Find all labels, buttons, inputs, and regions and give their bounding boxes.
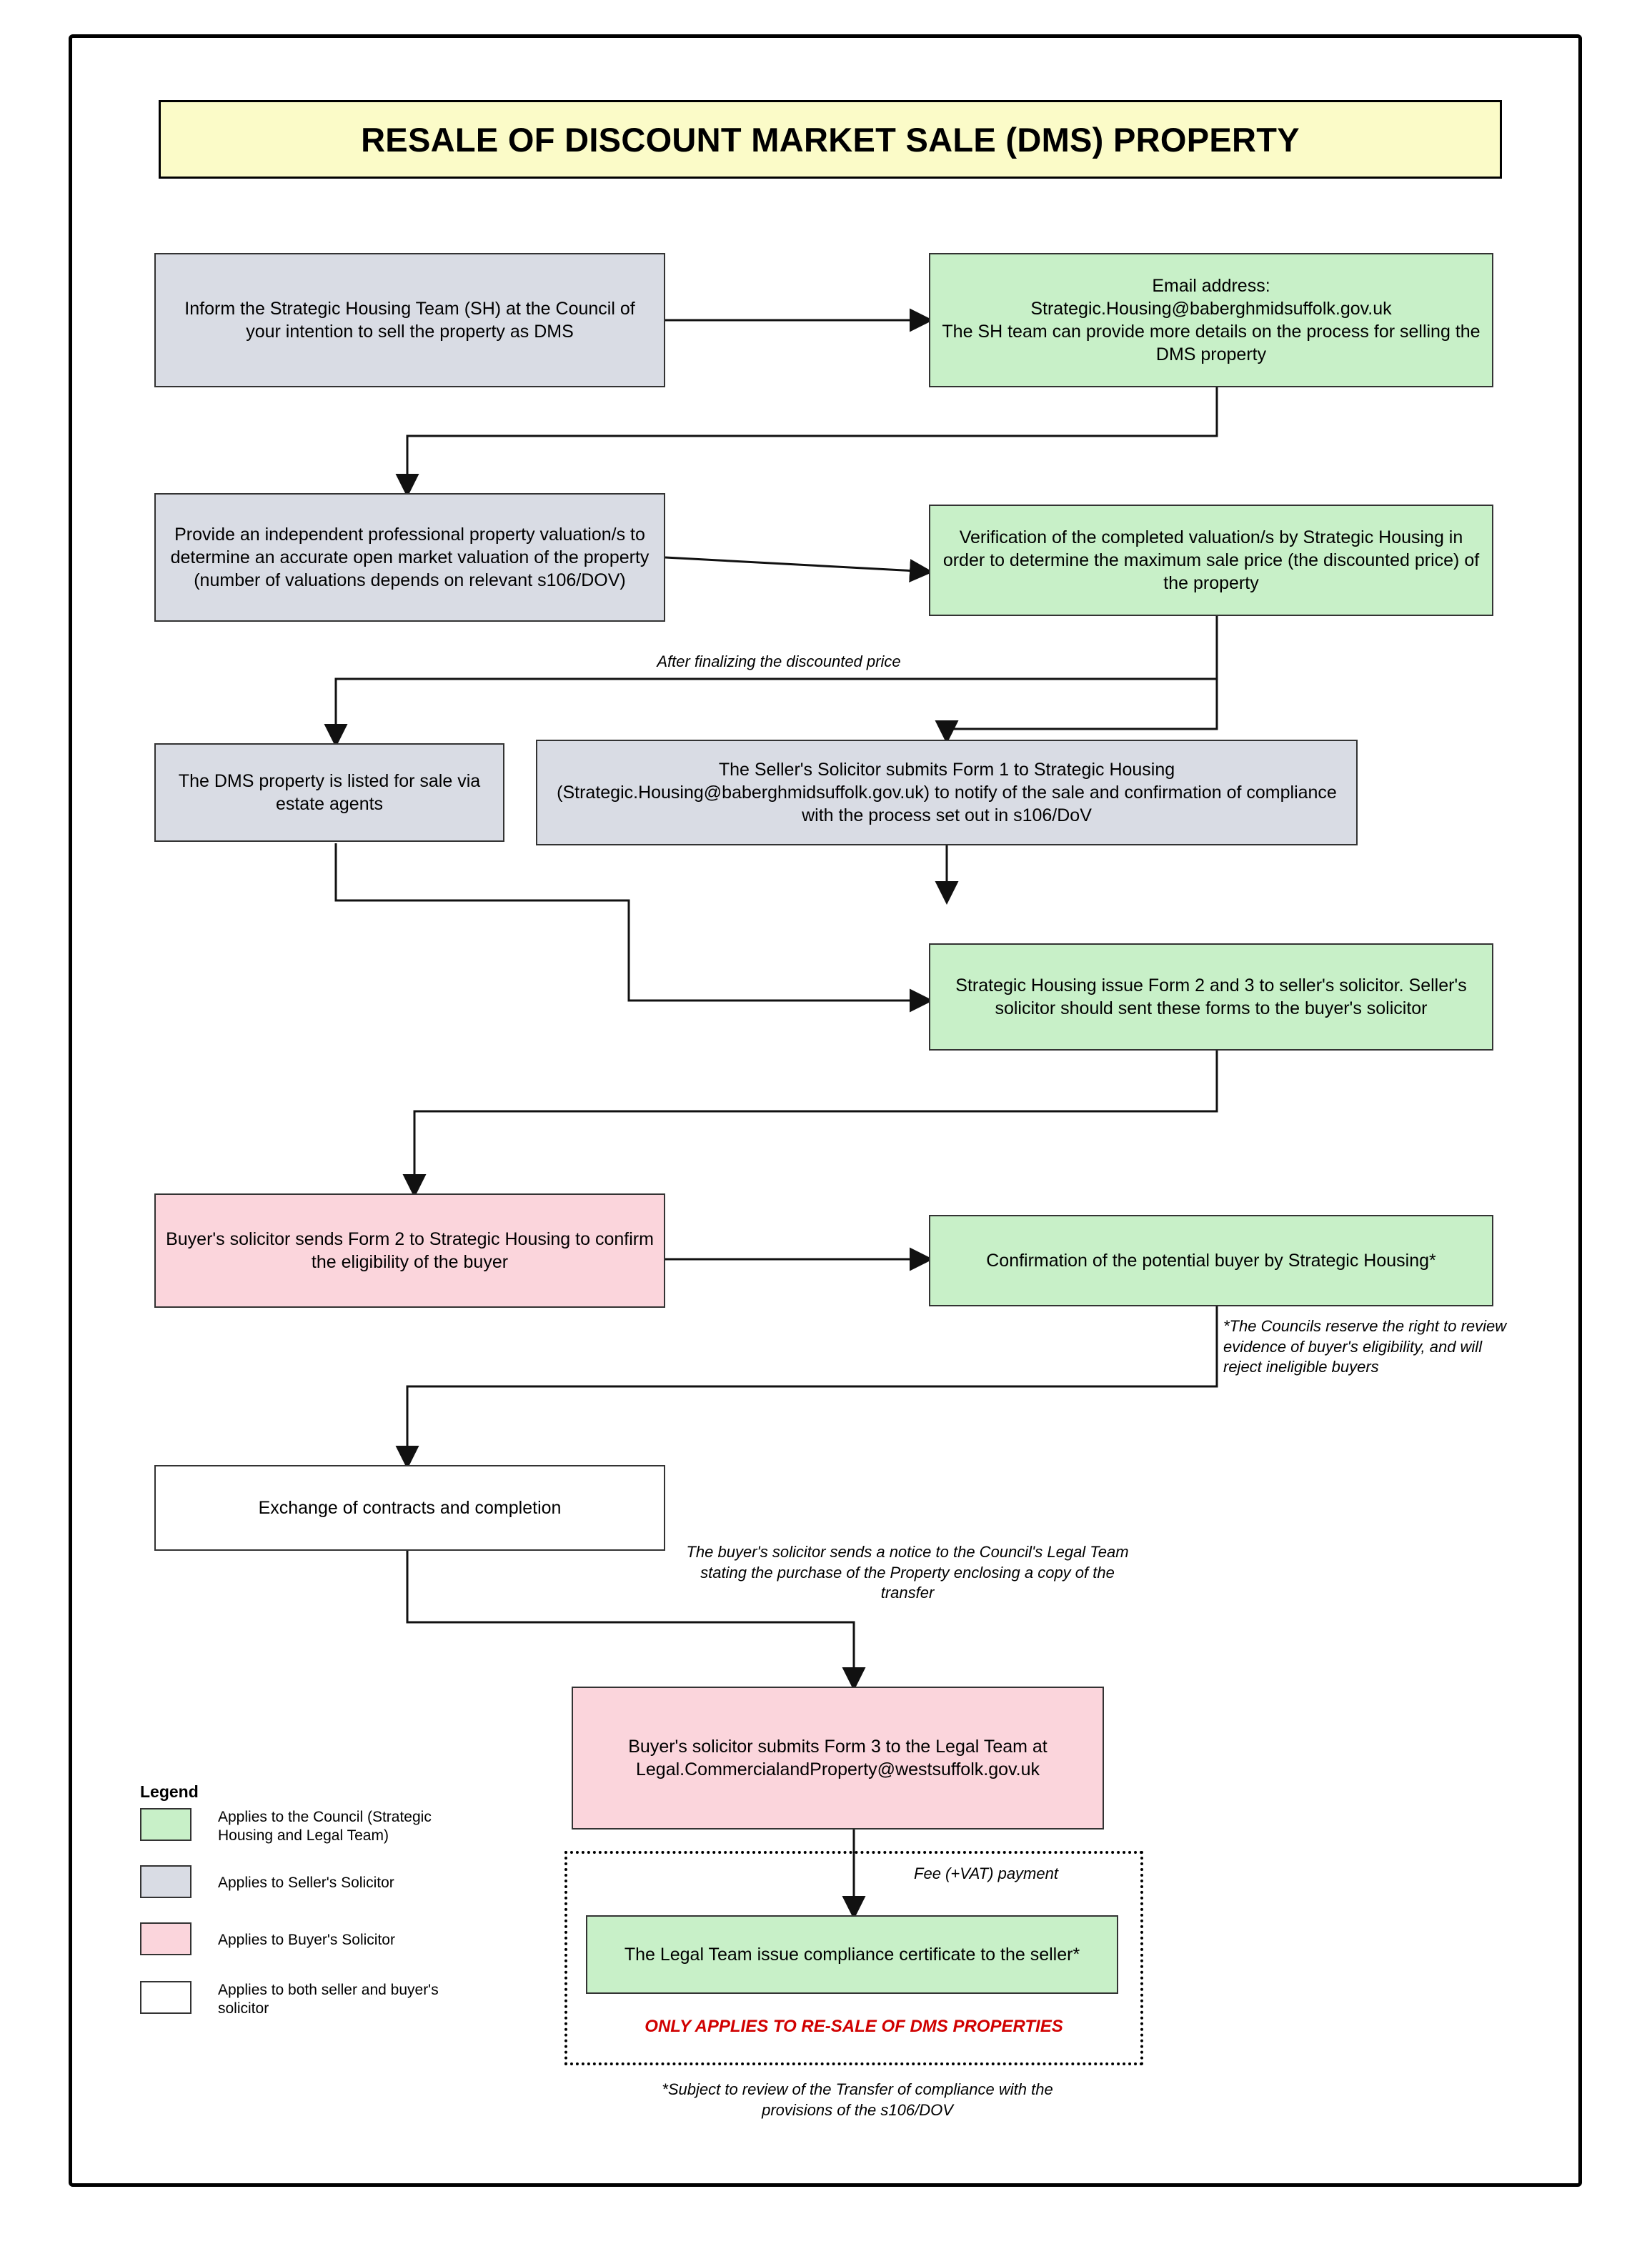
legend-swatch-buyer-solicitor xyxy=(140,1922,191,1955)
legend-label-both: Applies to both seller and buyer's solicitor xyxy=(218,1982,439,2017)
node-compliance-certificate[interactable]: The Legal Team issue compliance certificate to the seller* xyxy=(586,1915,1118,1994)
node-exchange-completion[interactable]: Exchange of contracts and completion xyxy=(154,1465,665,1551)
legend-label-council: Applies to the Council (Strategic Housing and Legal Team) xyxy=(218,1809,432,1845)
legend-title: Legend xyxy=(140,1782,199,1801)
note-councils-reserve-right: *The Councils reserve the right to review evidence of buyer's eligibility, and will reject ineligible buyers xyxy=(1223,1317,1507,1376)
legend-swatch-seller-solicitor xyxy=(140,1865,191,1898)
note-buyer-solicitor-notice: The buyer's solicitor sends a notice to the Council's Legal Team stating the purchase of the Property enclosing a copy of the transfer xyxy=(686,1543,1129,1602)
note-only-applies-resale: ONLY APPLIES TO RE-SALE OF DMS PROPERTIES xyxy=(645,2017,1063,2036)
node-inform-strategic-housing[interactable]: Inform the Strategic Housing Team (SH) at the Council of your intention to sell the property as DMS xyxy=(154,253,665,387)
node-listed-estate-agents[interactable]: The DMS property is listed for sale via estate agents xyxy=(154,743,504,842)
page-title: RESALE OF DISCOUNT MARKET SALE (DMS) PROPERTY xyxy=(159,100,1502,179)
node-property-valuation[interactable]: Provide an independent professional property valuation/s to determine an accurate open market valuation of the property (number of valuations depends on relevant s106/DOV) xyxy=(154,493,665,622)
note-fee-vat-payment: Fee (+VAT) payment xyxy=(914,1865,1058,1882)
node-buyer-solicitor-form2[interactable]: Buyer's solicitor sends Form 2 to Strategic Housing to confirm the eligibility of the buyer xyxy=(154,1193,665,1308)
email-label: Email address: xyxy=(1152,276,1270,296)
legend-label-seller-solicitor: Applies to Seller's Solicitor xyxy=(218,1875,394,1891)
node-issue-forms-2-3[interactable]: Strategic Housing issue Form 2 and 3 to seller's solicitor. Seller's solicitor should sent these forms to the buyer's solicitor xyxy=(929,943,1493,1051)
node-email-address[interactable] xyxy=(929,253,1493,387)
node-confirmation-potential-buyer[interactable]: Confirmation of the potential buyer by Strategic Housing* xyxy=(929,1215,1493,1306)
email-value: Strategic.Housing@baberghmidsuffolk.gov.uk xyxy=(1030,299,1392,319)
legend-swatch-both xyxy=(140,1981,191,2014)
node-seller-solicitor-form1[interactable]: The Seller's Solicitor submits Form 1 to Strategic Housing (Strategic.Housing@baberghmidsuffolk.gov.uk) to notify of the sale and confirmation of compliance with the process set out in s106/DoV xyxy=(536,740,1358,845)
legend-swatch-council xyxy=(140,1808,191,1841)
legend-label-buyer-solicitor: Applies to Buyer's Solicitor xyxy=(218,1932,395,1948)
node-buyer-solicitor-form3[interactable]: Buyer's solicitor submits Form 3 to the Legal Team at Legal.CommercialandProperty@westsuffolk.gov.uk xyxy=(572,1687,1104,1829)
note-after-finalizing: After finalizing the discounted price xyxy=(657,652,901,670)
email-description: The SH team can provide more details on the process for selling the DMS property xyxy=(942,322,1481,364)
node-verification-valuation[interactable]: Verification of the completed valuation/s by Strategic Housing in order to determine the maximum sale price (the discounted price) of the property xyxy=(929,505,1493,616)
note-subject-to-review: *Subject to review of the Transfer of compliance with the provisions of the s106/DOV xyxy=(662,2080,1053,2119)
